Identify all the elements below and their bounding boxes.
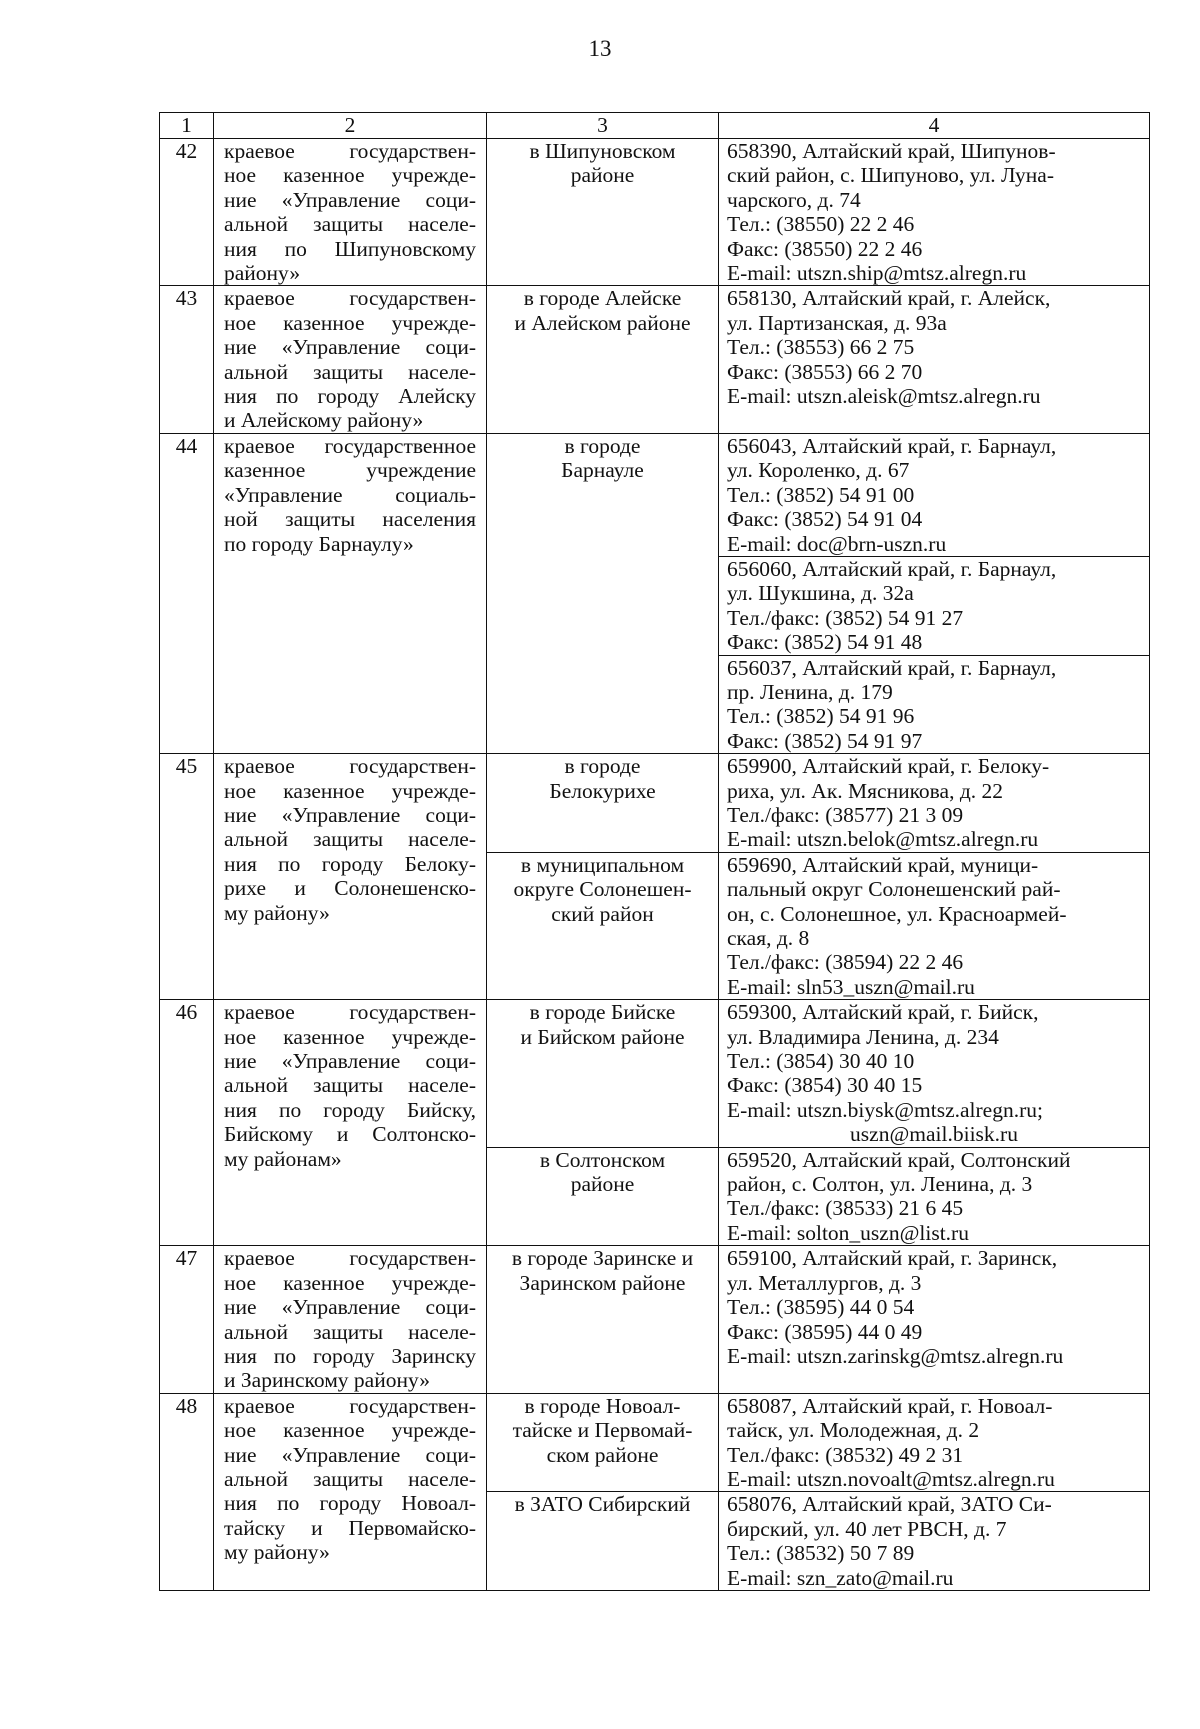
institution-name <box>214 754 487 1000</box>
text-line: Заринском районе <box>519 1270 686 1295</box>
text-line: краевое государственное <box>224 433 476 458</box>
header-col-4: 4 <box>719 113 1150 139</box>
contact-info <box>719 852 1150 999</box>
text-line: ной защиты населения <box>224 507 476 532</box>
text-line: 659300, Алтайский край, г. Бийск, <box>727 1000 1039 1025</box>
text-line: он, с. Солонешное, ул. Красноармей- <box>727 901 1067 926</box>
row-number: 44 <box>160 433 214 753</box>
text-line: ский район <box>551 901 654 926</box>
text-line: краевое государствен- <box>224 286 476 311</box>
text-line: Тел./факс: (38532) 49 2 31 <box>727 1442 964 1467</box>
text-line: му районам» <box>224 1146 342 1171</box>
row-number: 46 <box>160 1000 214 1246</box>
text-line: 658390, Алтайский край, Шипунов- <box>727 139 1056 163</box>
text-line: краевое государствен- <box>224 1246 476 1271</box>
text-line: Тел.: (3852) 54 91 00 <box>727 482 915 507</box>
text-line: E-mail: sln53_uszn@mail.ru <box>727 974 975 999</box>
text-line: в городе Бийске <box>529 1000 676 1025</box>
text-line: 659900, Алтайский край, г. Белоку- <box>727 754 1050 779</box>
secondary-email: uszn@mail.biisk.ru <box>850 1122 1018 1147</box>
contact-info <box>719 655 1150 754</box>
text-line: E-mail: utszn.aleisk@mtsz.alregn.ru <box>727 384 1041 409</box>
table-row-42 <box>160 139 1150 286</box>
table-row-43 <box>160 286 1150 433</box>
text-line: району» <box>224 261 301 286</box>
contact-info <box>719 286 1150 433</box>
text-line: 656043, Алтайский край, г. Барнаул, <box>727 433 1057 458</box>
text-line: Барнауле <box>561 458 644 483</box>
text-line: районе <box>570 1172 635 1197</box>
text-line: и Алейскому району» <box>224 408 424 433</box>
service-area <box>487 1246 719 1393</box>
table-row-47 <box>160 1246 1150 1393</box>
row-number: 47 <box>160 1246 214 1393</box>
header-col-3: 3 <box>487 113 719 139</box>
text-line: рихе и Солонешенско- <box>224 876 476 901</box>
service-area <box>487 139 719 286</box>
text-line: по городу Барнаулу» <box>224 531 414 556</box>
text-line: Факс: (38595) 44 0 49 <box>727 1319 923 1344</box>
row-number: 43 <box>160 286 214 433</box>
text-line: 658076, Алтайский край, ЗАТО Си- <box>727 1492 1052 1517</box>
text-line: ние «Управление соци- <box>224 1442 476 1467</box>
text-line: E-mail: utszn.novoalt@mtsz.alregn.ru <box>727 1466 1055 1491</box>
text-line: альной защиты населе- <box>224 827 476 852</box>
text-line: краевое государствен- <box>224 754 476 779</box>
text-line: тайску и Первомайско- <box>224 1515 476 1540</box>
text-line: ском районе <box>546 1442 659 1467</box>
text-line: в городе Алейске <box>523 286 682 311</box>
text-line: ное казенное учрежде- <box>224 1270 476 1295</box>
text-line: и Заринскому району» <box>224 1368 431 1393</box>
text-line: риха, ул. Ак. Мясникова, д. 22 <box>727 778 1004 803</box>
text-line: E-mail: solton_uszn@list.ru <box>727 1220 969 1245</box>
text-line: район, с. Солтон, ул. Ленина, д. 3 <box>727 1172 1033 1197</box>
text-line: округе Солонешен- <box>513 877 692 902</box>
header-col-1: 1 <box>160 113 214 139</box>
text-line: ние «Управление соци- <box>224 802 476 827</box>
text-line: краевое государствен- <box>224 1393 476 1418</box>
text-line: Тел./факс: (3852) 54 91 27 <box>727 605 964 630</box>
institution-name <box>214 1246 487 1393</box>
text-line: ния по городу Белоку- <box>224 851 476 876</box>
contact-info <box>719 1246 1150 1393</box>
text-line: ние «Управление соци- <box>224 1049 476 1074</box>
text-line: и Бийском районе <box>520 1024 685 1049</box>
text-line: районе <box>570 163 635 188</box>
contact-info <box>719 433 1150 556</box>
text-line: ное казенное учрежде- <box>224 778 476 803</box>
text-line: Тел.: (38553) 66 2 75 <box>727 335 915 360</box>
text-line: пальный округ Солонешенский рай- <box>727 877 1061 902</box>
text-line: в городе <box>564 433 641 458</box>
text-line: 659690, Алтайский край, муници- <box>727 852 1039 877</box>
text-line: «Управление социаль- <box>224 482 476 507</box>
text-line: альной защиты населе- <box>224 1466 476 1491</box>
text-line: в городе Новоал- <box>524 1393 681 1418</box>
text-line: ул. Владимира Ленина, д. 234 <box>727 1024 999 1049</box>
text-line: Тел.: (3852) 54 91 96 <box>727 704 915 729</box>
contact-info <box>719 1393 1150 1492</box>
text-line: Тел./факс: (38577) 21 3 09 <box>727 802 964 827</box>
text-line: му району» <box>224 900 330 925</box>
text-line: в городе Заринске и <box>511 1246 694 1271</box>
text-line: чарского, д. 74 <box>727 187 861 212</box>
institution-name <box>214 286 487 433</box>
text-line: E-mail: szn_zato@mail.ru <box>727 1565 954 1590</box>
service-area <box>487 1393 719 1492</box>
table-row-44 <box>160 433 1150 556</box>
text-line: ния по городу Заринску <box>224 1343 476 1368</box>
text-line: ние «Управление соци- <box>224 187 476 212</box>
text-line: ное казенное учрежде- <box>224 1418 476 1443</box>
text-line: ное казенное учрежде- <box>224 310 476 335</box>
text-line: ное казенное учрежде- <box>224 1024 476 1049</box>
text-line: Тел./факс: (38594) 22 2 46 <box>727 950 964 975</box>
text-line: ул. Короленко, д. 67 <box>727 458 910 483</box>
institution-name <box>214 139 487 286</box>
row-number: 45 <box>160 754 214 1000</box>
contact-info <box>719 139 1150 286</box>
institutions-table <box>159 112 1150 1591</box>
text-line: альной защиты населе- <box>224 212 476 237</box>
institution-name <box>214 1393 487 1590</box>
table-header-row <box>160 113 1150 139</box>
page-number: 13 <box>588 36 612 61</box>
text-line: 658130, Алтайский край, г. Алейск, <box>727 286 1051 311</box>
text-line: 659100, Алтайский край, г. Заринск, <box>727 1246 1058 1271</box>
text-line: 656037, Алтайский край, г. Барнаул, <box>727 655 1057 680</box>
text-line: ул. Металлургов, д. 3 <box>727 1270 922 1295</box>
text-line: ская, д. 8 <box>727 926 810 950</box>
text-line: ния по городу Алейску <box>224 384 476 409</box>
text-line: Факс: (3854) 30 40 15 <box>727 1073 923 1098</box>
text-line: в Шипуновском <box>529 139 676 163</box>
text-line: ский район, с. Шипуново, ул. Луна- <box>727 163 1054 188</box>
text-line: Факс: (3852) 54 91 48 <box>727 630 923 655</box>
row-number: 48 <box>160 1393 214 1590</box>
service-area <box>487 852 719 999</box>
text-line: Бийскому и Солтонско- <box>224 1122 476 1147</box>
text-line: E-mail: utszn.zarinskg@mtsz.alregn.ru <box>727 1343 1064 1368</box>
text-line: ное казенное учрежде- <box>224 163 476 188</box>
text-line: в ЗАТО Сибирский <box>514 1492 691 1517</box>
table-row-45 <box>160 754 1150 853</box>
text-line: E-mail: doc@brn-uszn.ru <box>727 531 947 556</box>
text-line: тайск, ул. Молодежная, д. 2 <box>727 1418 980 1443</box>
text-line: Тел./факс: (38533) 21 6 45 <box>727 1196 964 1221</box>
text-line: ния по Шипуновскому <box>224 236 476 261</box>
text-line: E-mail: utszn.biysk@mtsz.alregn.ru; <box>727 1097 1043 1122</box>
text-line: казенное учреждение <box>224 458 476 483</box>
institution-name <box>214 1000 487 1246</box>
text-line: Факс: (3852) 54 91 97 <box>727 728 923 753</box>
text-line: ние «Управление соци- <box>224 1295 476 1320</box>
text-line: 658087, Алтайский край, г. Новоал- <box>727 1393 1053 1418</box>
service-area <box>487 1147 719 1246</box>
text-line: Факс: (3852) 54 91 04 <box>727 507 923 532</box>
text-line: Тел.: (38532) 50 7 89 <box>727 1541 915 1566</box>
text-line: и Алейском районе <box>514 310 691 335</box>
row-number: 42 <box>160 139 214 286</box>
text-line: альной защиты населе- <box>224 1319 476 1344</box>
text-line: альной защиты населе- <box>224 1073 476 1098</box>
text-line: му району» <box>224 1540 330 1565</box>
text-line: краевое государствен- <box>224 139 476 163</box>
text-line: ул. Партизанская, д. 93а <box>727 310 947 335</box>
text-line: Тел.: (38595) 44 0 54 <box>727 1295 915 1320</box>
text-line: ния по городу Новоал- <box>224 1491 476 1516</box>
service-area <box>487 1492 719 1591</box>
service-area <box>487 1000 719 1147</box>
contact-info <box>719 1000 1150 1147</box>
contact-info <box>719 1147 1150 1246</box>
text-line: краевое государствен- <box>224 1000 476 1025</box>
text-line: ул. Шукшина, д. 32а <box>727 581 914 606</box>
text-line: пр. Ленина, д. 179 <box>727 679 893 704</box>
text-line: E-mail: utszn.ship@mtsz.alregn.ru <box>727 261 1027 286</box>
text-line: Факс: (38553) 66 2 70 <box>727 359 923 384</box>
text-line: тайске и Первомай- <box>512 1418 693 1443</box>
text-line: Белокурихе <box>549 778 656 803</box>
text-line: ние «Управление соци- <box>224 335 476 360</box>
service-area <box>487 433 719 753</box>
service-area <box>487 754 719 853</box>
text-line: в Солтонском <box>539 1147 666 1172</box>
text-line: альной защиты населе- <box>224 359 476 384</box>
contact-lines <box>727 1000 1141 1122</box>
contact-info <box>719 754 1150 853</box>
contact-info <box>719 556 1150 655</box>
institution-name <box>214 433 487 753</box>
text-line: Факс: (38550) 22 2 46 <box>727 236 923 261</box>
text-line: E-mail: utszn.belok@mtsz.alregn.ru <box>727 827 1039 852</box>
text-line: 659520, Алтайский край, Солтонский <box>727 1147 1071 1172</box>
contact-info <box>719 1492 1150 1591</box>
service-area <box>487 286 719 433</box>
text-line: Тел.: (3854) 30 40 10 <box>727 1049 915 1074</box>
table-row-46 <box>160 1000 1150 1147</box>
table-row-48 <box>160 1393 1150 1492</box>
text-line: 656060, Алтайский край, г. Барнаул, <box>727 556 1057 581</box>
header-col-2: 2 <box>214 113 487 139</box>
text-line: в городе <box>564 754 641 779</box>
text-line: Тел.: (38550) 22 2 46 <box>727 212 915 237</box>
text-line: в муниципальном <box>520 852 685 877</box>
text-line: бирский, ул. 40 лет РВСН, д. 7 <box>727 1516 1007 1541</box>
text-line: ния по городу Бийску, <box>224 1097 476 1122</box>
